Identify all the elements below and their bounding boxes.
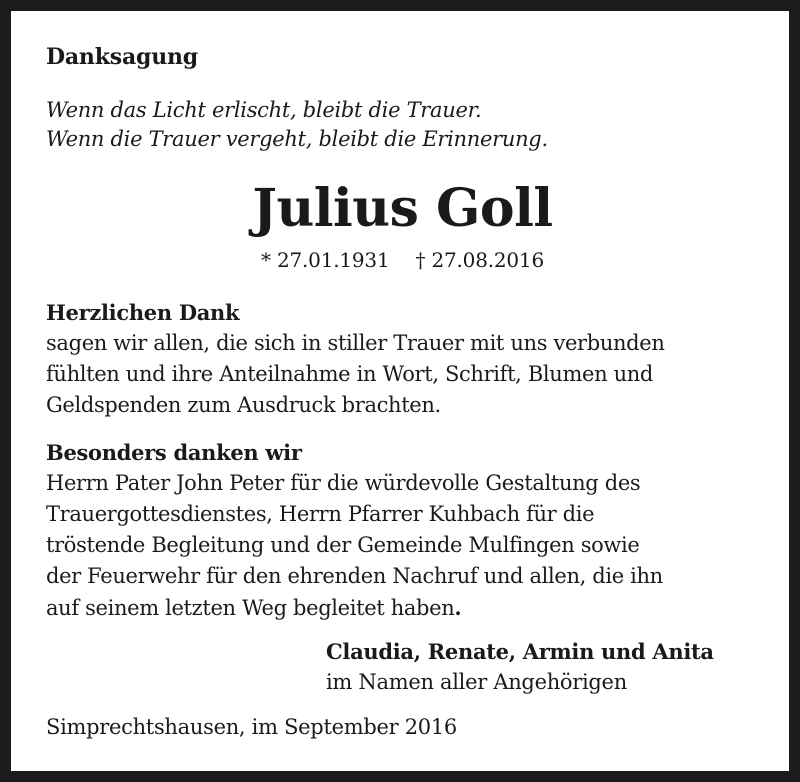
thanks-title: Herzlichen Dank: [46, 300, 240, 325]
thanks-section: [46, 297, 759, 421]
notice-heading: Danksagung: [46, 44, 198, 70]
life-dates: [46, 248, 759, 272]
special-thanks-section: [46, 437, 759, 624]
thanks-line: sagen wir allen, die sich in stiller Trauer mit uns verbunden: [46, 331, 665, 355]
special-thanks-line: tröstende Begleitung und der Gemeinde Mulfingen sowie: [46, 533, 640, 557]
memorial-quote: [46, 96, 548, 154]
closing-period: .: [454, 595, 462, 620]
special-thanks-text: [46, 468, 759, 624]
special-thanks-title: Besonders danken wir: [46, 440, 302, 465]
special-thanks-line: Herrn Pater John Peter für die würdevolle Gestaltung des: [46, 471, 641, 495]
deceased-name: Julius Goll: [252, 178, 553, 239]
place-and-date: Simprechtshausen, im September 2016: [46, 715, 457, 739]
special-thanks-line: der Feuerwehr für den ehrenden Nachruf und allen, die ihn: [46, 564, 663, 588]
special-thanks-line-text: auf seinem letzten Weg begleitet haben: [46, 596, 455, 620]
death-date: † 27.08.2016: [415, 248, 544, 272]
signatory-role: im Namen aller Angehörigen: [326, 670, 627, 694]
quote-line-1: Wenn das Licht erlischt, bleibt die Trauer.: [46, 98, 482, 122]
special-thanks-line: Trauergottesdienstes, Herrn Pfarrer Kuhbach für die: [46, 502, 595, 526]
signature-block: [326, 636, 714, 698]
thanks-line: Geldspenden zum Ausdruck brachten.: [46, 393, 441, 417]
birth-date: * 27.01.1931: [261, 248, 390, 272]
thanks-text: [46, 328, 759, 421]
special-thanks-line-last: [46, 592, 759, 624]
quote-line-2: Wenn die Trauer vergeht, bleibt die Erinnerung.: [46, 127, 548, 151]
signatory-names: Claudia, Renate, Armin und Anita: [326, 639, 714, 664]
thanks-line: fühlten und ihre Anteilnahme in Wort, Schrift, Blumen und: [46, 362, 654, 386]
